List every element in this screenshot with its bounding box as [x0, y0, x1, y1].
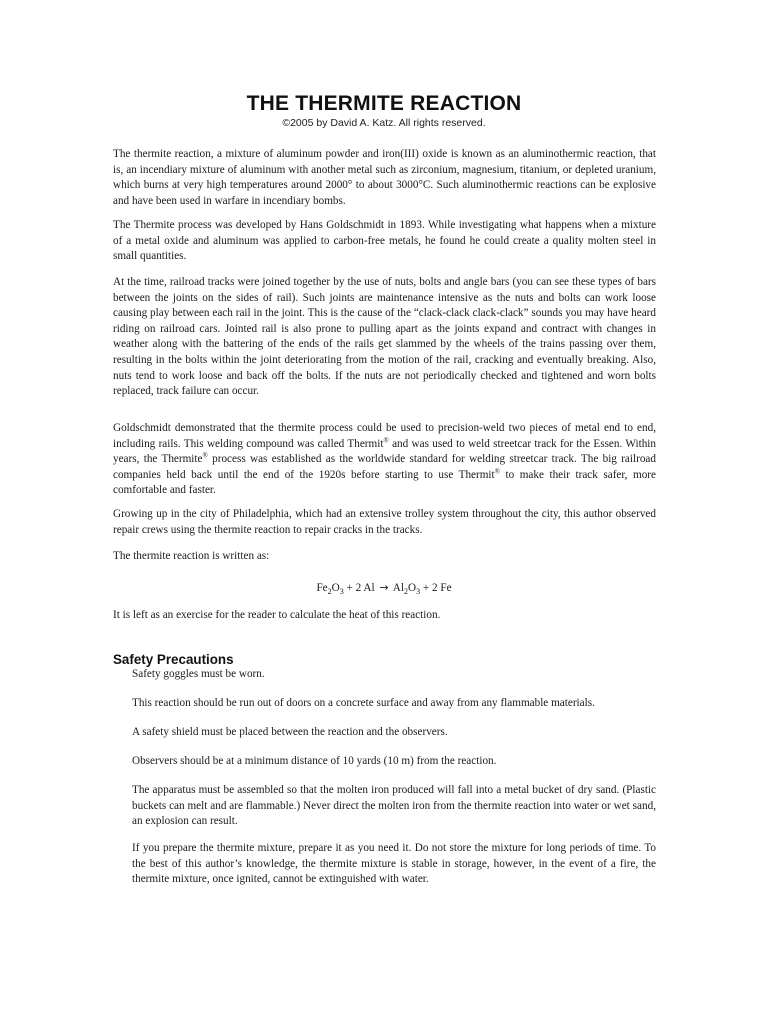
- paragraph-intro: The thermite reaction, a mixture of aluminum powder and iron(III) oxide is known as an aluminothermic reaction, that is, an incendiary mixture of aluminum with another metal such as zirconium, magnesium, titanium, or depleted uranium, which burns at very high temperatures around 2000° to about 3000°C. Such aluminothermic reactions can be explosive and have been used in warfare in incendiary bombs.: [113, 148, 656, 207]
- reaction-arrow-icon: →: [379, 581, 389, 594]
- paragraph-goldschmidt-part1: Goldschmidt demonstrated that the thermite process could be used to precision-weld two pieces of metal end to end, including rails. This welding compound was called Thermit: [113, 422, 656, 450]
- safety-item: A safety shield must be placed between the reaction and the observers.: [132, 726, 448, 738]
- safety-item: If you prepare the thermite mixture, prepare it as you need it. Do not store the mixture for long periods of time. To the best of this author’s knowledge, the thermite mixture is stable in storage, however, in the event of a fire, the thermite mixture, once ignited, cannot be extinguished with water.: [132, 842, 656, 886]
- paragraph-goldschmidt-part3: process was established as the worldwide standard for welding streetcar track. The big railroad companies held back until the end of the 1920s before starting to use Thermit: [113, 453, 656, 481]
- chemical-equation: $Fe_2O_3 + 2$ $Al \to Al_2O_3 + 2$ Fe: [316, 581, 452, 597]
- registered-mark: ®: [383, 435, 389, 444]
- safety-item: Observers should be at a minimum distance of 10 yards (10 m) from the reaction.: [132, 755, 497, 767]
- safety-item: The apparatus must be assembled so that the molten iron produced will fall into a metal bucket of dry sand. (Plastic buckets can melt and are flammable.) Never direct the molten iron from the thermite reaction into water or wet sand, an explosion can result.: [132, 784, 656, 828]
- safety-item: This reaction should be run out of doors on a concrete surface and away from any flammable materials.: [132, 697, 595, 709]
- paragraph-goldschmidt-part2: and was used to weld streetcar track for the Essen. Within years, the Thermite: [113, 437, 657, 466]
- paragraph-history: The Thermite process was developed by Hans Goldschmidt in 1893. While investigating what happens when a mixture of a metal oxide and aluminum was applied to carbon-free metals, he found he could create a quality molten steel in small quantities.: [113, 219, 656, 263]
- copyright-line: ©2005 by David A. Katz. All rights reserved.: [282, 117, 486, 129]
- paragraph-goldschmidt-part4: to make their track safer, more comfortable and faster.: [113, 468, 656, 497]
- registered-mark: ®: [202, 451, 208, 460]
- registered-mark: ®: [494, 467, 500, 476]
- paragraph-railroad: At the time, railroad tracks were joined together by the use of nuts, bolts and angle bars (you can see these types of bars between the joints on the sides of rail). Such joints are maintenance intensive as the nuts and bolts can work loose causing play between each rail in the joint. This is the cause of the “clack-clack clack-clack” sounds you may have heard riding on railroad cars. Jointed rail is also prone to pulling apart as the joints expand and contract with changes in weather along with the battering of the ends of the rails get slammed by the wheels of the trains passing over them, resulting in the bolts within the joint deteriorating from the motion of the rail, cracking and eventually breaking. Also, nuts tend to work loose and back off the bolts. If the nuts are not periodically checked and tightened and worn bolts replaced, track failure can occur.: [113, 276, 656, 398]
- paragraph-goldschmidt: [113, 421, 656, 499]
- safety-item: Safety goggles must be worn.: [132, 668, 265, 680]
- safety-heading: Safety Precautions: [113, 652, 234, 667]
- paragraph-exercise: It is left as an exercise for the reader to calculate the heat of this reaction.: [113, 609, 441, 621]
- document-title: THE THERMITE REACTION: [246, 92, 522, 115]
- paragraph-written-as: The thermite reaction is written as:: [113, 550, 270, 562]
- paragraph-philadelphia: Growing up in the city of Philadelphia, which had an extensive trolley system throughout the city, this author observed repair crews using the thermite reaction to repair cracks in the tracks.: [113, 508, 656, 536]
